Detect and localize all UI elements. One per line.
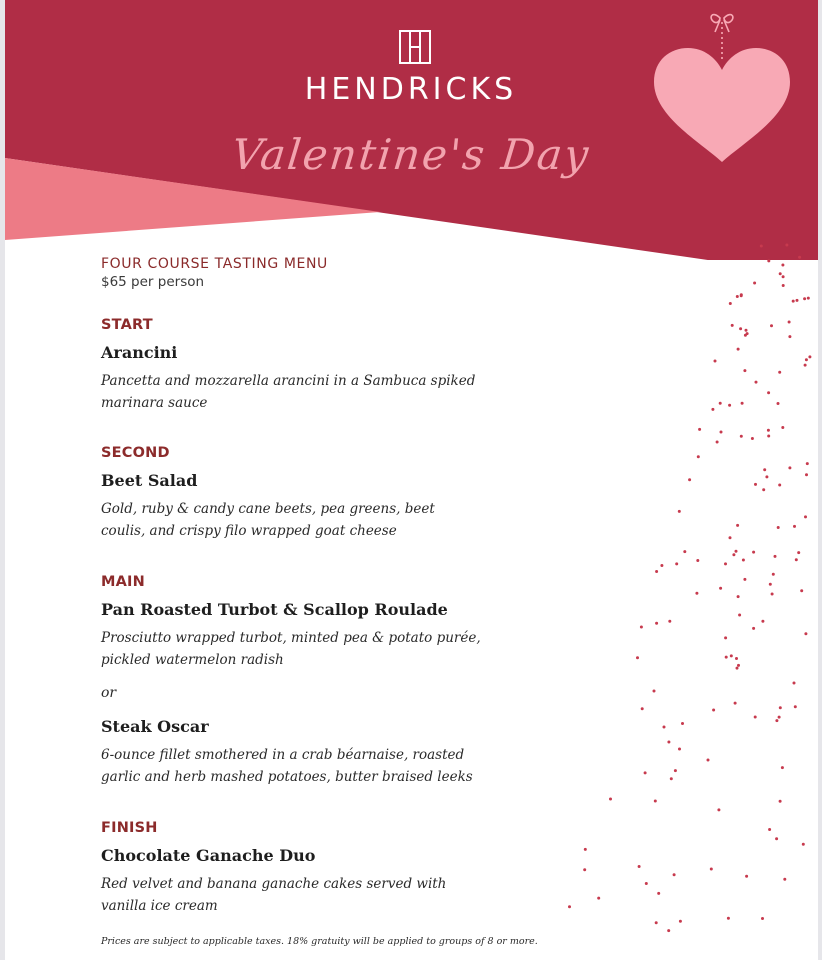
- confetti-dot: [660, 564, 663, 567]
- occasion-title: Valentine's Day: [229, 130, 593, 179]
- confetti-dot: [697, 455, 700, 458]
- confetti-dot: [668, 620, 671, 623]
- confetti-dot: [707, 759, 710, 762]
- dish-name: Chocolate Ganache Duo: [101, 846, 316, 865]
- confetti-dot: [742, 559, 745, 562]
- confetti-dot: [641, 707, 644, 710]
- confetti-dot: [793, 525, 796, 528]
- confetti-dot: [782, 284, 785, 287]
- confetti-dot: [714, 360, 717, 363]
- confetti-dot: [767, 259, 770, 262]
- confetti-dot: [804, 364, 807, 367]
- confetti-dot: [583, 868, 586, 871]
- confetti-dot: [745, 329, 748, 332]
- confetti-dot: [736, 295, 739, 298]
- confetti-dot: [761, 917, 764, 920]
- dish-name: Pan Roasted Turbot & Scallop Roulade: [101, 600, 448, 619]
- confetti-dot: [777, 526, 780, 529]
- confetti-dot: [568, 905, 571, 908]
- confetti-dot: [763, 468, 766, 471]
- confetti-dot: [735, 550, 738, 553]
- confetti-dot: [711, 408, 714, 411]
- confetti-dot: [653, 690, 656, 693]
- confetti-dot: [805, 358, 808, 361]
- confetti-dot: [781, 264, 784, 267]
- confetti-dot: [770, 324, 773, 327]
- confetti-dot: [739, 327, 742, 330]
- confetti-dot: [667, 929, 670, 932]
- confetti-dot: [719, 402, 722, 405]
- confetti-dot: [785, 244, 788, 247]
- confetti-dot: [719, 587, 722, 590]
- confetti-dot: [729, 536, 732, 539]
- confetti-dot: [698, 428, 701, 431]
- logo-monogram-icon: [394, 28, 436, 66]
- confetti-dot: [710, 868, 713, 871]
- confetti-dot: [778, 484, 781, 487]
- confetti-dot: [806, 462, 809, 465]
- menu-title: FOUR COURSE TASTING MENU: [101, 256, 328, 272]
- confetti-dot: [728, 404, 731, 407]
- confetti-dot: [655, 570, 658, 573]
- confetti-dot: [696, 559, 699, 562]
- confetti-dot: [778, 371, 781, 374]
- confetti-dot: [743, 578, 746, 581]
- dish-name: Arancini: [101, 343, 178, 362]
- confetti-dot: [741, 402, 744, 405]
- confetti-dot: [771, 593, 774, 596]
- confetti-dot: [804, 632, 807, 635]
- confetti-dot: [762, 488, 765, 491]
- confetti-dot: [781, 426, 784, 429]
- confetti-dot: [712, 709, 715, 712]
- confetti-dot: [724, 562, 727, 565]
- confetti-dot: [768, 828, 771, 831]
- confetti-dot: [752, 551, 755, 554]
- confetti-dot: [805, 473, 808, 476]
- confetti-dot: [609, 798, 612, 801]
- confetti-dot: [775, 719, 778, 722]
- confetti-dot: [795, 558, 798, 561]
- confetti-dot: [803, 297, 806, 300]
- confetti-dot: [678, 748, 681, 751]
- confetti-dot: [655, 921, 658, 924]
- confetti-dot: [681, 722, 684, 725]
- confetti-dot: [734, 702, 737, 705]
- confetti-dot: [740, 435, 743, 438]
- confetti-dot: [584, 848, 587, 851]
- confetti-dot: [636, 656, 639, 659]
- confetti-dot: [729, 302, 732, 305]
- confetti-dot: [788, 466, 791, 469]
- confetti-dot: [717, 808, 720, 811]
- confetti-dot: [644, 771, 647, 774]
- brand-name: HENDRICKS: [304, 72, 518, 107]
- dish-separator: or: [101, 685, 117, 701]
- menu-price: $65 per person: [101, 274, 205, 290]
- confetti-dot: [802, 843, 805, 846]
- confetti-dot: [654, 800, 657, 803]
- confetti-dot: [737, 595, 740, 598]
- dish-description: Gold, ruby & candy cane beets, pea greens, beet coulis, and crispy filo wrapped goat cheese: [101, 501, 435, 539]
- confetti-dot: [746, 332, 749, 335]
- confetti-dot: [745, 875, 748, 878]
- confetti-dot: [675, 562, 678, 565]
- confetti-dot: [767, 391, 770, 394]
- footnote: Prices are subject to applicable taxes. 18% gratuity will be applied to groups of 8 or more.: [101, 936, 538, 947]
- confetti-dot: [788, 335, 791, 338]
- confetti-dot: [777, 402, 780, 405]
- confetti-dot: [667, 741, 670, 744]
- confetti-dot: [754, 716, 757, 719]
- confetti-dot: [754, 483, 757, 486]
- course-label: MAIN: [101, 574, 145, 590]
- confetti-dot: [731, 324, 734, 327]
- confetti-dot: [673, 873, 676, 876]
- confetti-dot: [761, 620, 764, 623]
- confetti-dot: [725, 656, 728, 659]
- confetti-dot: [779, 706, 782, 709]
- confetti-dot: [640, 626, 643, 629]
- confetti-dot: [779, 272, 782, 275]
- confetti-dot: [727, 917, 730, 920]
- confetti-dot: [638, 865, 641, 868]
- confetti-dot: [657, 892, 660, 895]
- confetti-dot: [735, 657, 738, 660]
- confetti-dot: [678, 510, 681, 513]
- confetti-dot: [783, 878, 786, 881]
- confetti-dot: [736, 524, 739, 527]
- confetti-dot: [760, 245, 763, 248]
- confetti-dot: [807, 297, 810, 300]
- confetti-dot: [781, 766, 784, 769]
- confetti-dot: [792, 300, 795, 303]
- confetti-dot: [670, 777, 673, 780]
- course-label: SECOND: [101, 445, 170, 461]
- confetti-dot: [782, 275, 785, 278]
- confetti-dot: [755, 381, 758, 384]
- confetti-dot: [645, 882, 648, 885]
- confetti-dot: [765, 475, 768, 478]
- confetti-dot: [695, 592, 698, 595]
- confetti-dot: [793, 682, 796, 685]
- confetti-dot: [752, 627, 755, 630]
- course-label: FINISH: [101, 820, 158, 836]
- course-label: START: [101, 317, 153, 333]
- dish-name: Beet Salad: [101, 471, 198, 490]
- confetti-dot: [679, 920, 682, 923]
- confetti-dot: [597, 897, 600, 900]
- confetti-dot: [740, 293, 743, 296]
- confetti-dot: [683, 550, 686, 553]
- confetti-dot: [800, 589, 803, 592]
- confetti-dot: [769, 583, 772, 586]
- confetti-dot: [767, 435, 770, 438]
- dish-name: Steak Oscar: [101, 717, 209, 736]
- dish-description: Pancetta and mozzarella arancini in a Sambuca spiked marinara sauce: [101, 373, 476, 411]
- confetti-dot: [778, 716, 781, 719]
- confetti-dots: [540, 230, 818, 960]
- confetti-dot: [767, 429, 770, 432]
- confetti-dot: [663, 726, 666, 729]
- confetti-dot: [724, 636, 727, 639]
- confetti-dot: [730, 654, 733, 657]
- confetti-dot: [796, 299, 799, 302]
- confetti-dot: [808, 355, 811, 358]
- confetti-dot: [688, 478, 691, 481]
- confetti-dot: [716, 441, 719, 444]
- confetti-dot: [737, 348, 740, 351]
- confetti-dot: [753, 282, 756, 285]
- confetti-dot: [732, 553, 735, 556]
- confetti-dot: [779, 800, 782, 803]
- dish-description: 6-ounce fillet smothered in a crab béarnaise, roasted garlic and herb mashed potatoes, butter braised leeks: [101, 747, 473, 785]
- dish-description: Red velvet and banana ganache cakes served with vanilla ice cream: [101, 876, 447, 914]
- confetti-dot: [743, 369, 746, 372]
- confetti-dot: [772, 573, 775, 576]
- confetti-dot: [736, 667, 739, 670]
- confetti-dot: [775, 837, 778, 840]
- confetti-dot: [751, 437, 754, 440]
- confetti-dot: [797, 551, 800, 554]
- confetti-dot: [804, 515, 807, 518]
- confetti-dot: [674, 769, 677, 772]
- confetti-dot: [794, 705, 797, 708]
- confetti-dot: [720, 431, 723, 434]
- dish-description: Prosciutto wrapped turbot, minted pea & potato purée, pickled watermelon radish: [101, 630, 481, 668]
- confetti-dot: [798, 256, 801, 259]
- confetti-dot: [738, 614, 741, 617]
- confetti-dot: [655, 622, 658, 625]
- confetti-dot: [774, 555, 777, 558]
- confetti-dot: [788, 321, 791, 324]
- confetti-dot: [737, 664, 740, 667]
